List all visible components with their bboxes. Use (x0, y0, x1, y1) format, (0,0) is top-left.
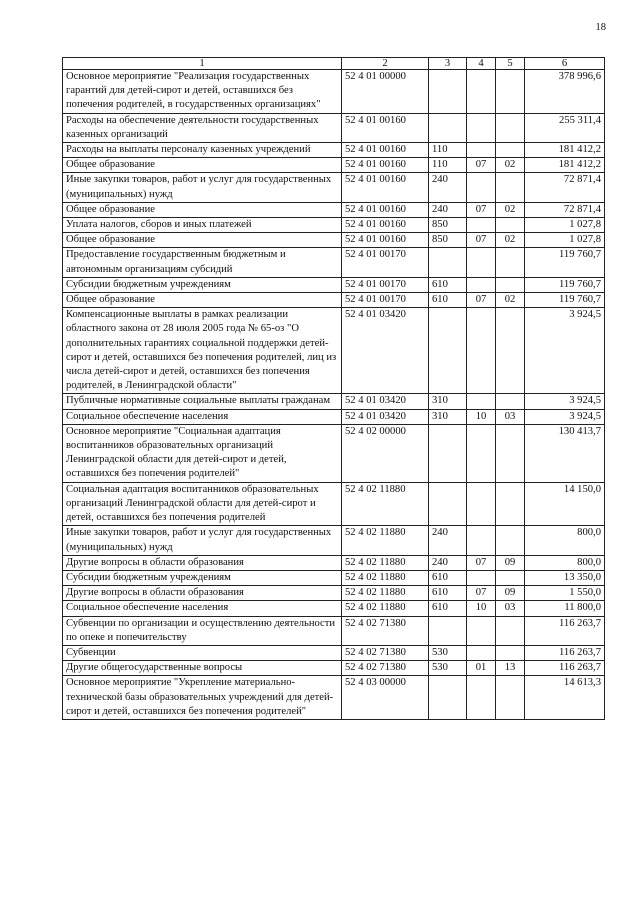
row-pr-cell (496, 248, 525, 277)
row-rz-cell: 07 (467, 158, 496, 173)
table-row (63, 394, 605, 409)
row-code-cell: 52 4 02 11880 (342, 555, 429, 570)
row-rz-cell: 07 (467, 586, 496, 601)
row-pr-cell (496, 616, 525, 645)
table-row (63, 482, 605, 526)
row-pr-cell (496, 277, 525, 292)
row-name-cell: Социальная адаптация воспитанников образовательных организаций Ленинградской области для детей-сирот и детей, оставшихся без попечения родителей (63, 482, 342, 526)
table-row (63, 661, 605, 676)
row-vr-cell: 610 (429, 277, 467, 292)
row-rz-cell (467, 676, 496, 720)
row-code-cell: 52 4 01 00170 (342, 293, 429, 308)
page-number: 18 (595, 22, 606, 33)
row-rz-cell: 01 (467, 661, 496, 676)
table-row (63, 645, 605, 660)
table-row (63, 308, 605, 394)
row-sum-cell: 800,0 (525, 526, 605, 555)
row-rz-cell (467, 277, 496, 292)
row-rz-cell: 07 (467, 233, 496, 248)
table-row (63, 676, 605, 720)
row-code-cell: 52 4 01 03420 (342, 308, 429, 394)
row-pr-cell: 13 (496, 661, 525, 676)
row-pr-cell (496, 113, 525, 142)
row-vr-cell (429, 70, 467, 114)
row-pr-cell: 03 (496, 409, 525, 424)
row-rz-cell (467, 616, 496, 645)
row-sum-cell: 3 924,5 (525, 308, 605, 394)
row-code-cell: 52 4 01 00160 (342, 143, 429, 158)
row-vr-cell (429, 676, 467, 720)
row-pr-cell: 02 (496, 158, 525, 173)
row-pr-cell: 09 (496, 586, 525, 601)
row-rz-cell (467, 173, 496, 202)
row-vr-cell (429, 248, 467, 277)
row-name-cell: Субсидии бюджетным учреждениям (63, 570, 342, 585)
row-sum-cell: 119 760,7 (525, 293, 605, 308)
table-row (63, 277, 605, 292)
row-sum-cell: 11 800,0 (525, 601, 605, 616)
row-pr-cell (496, 70, 525, 114)
row-code-cell: 52 4 03 00000 (342, 676, 429, 720)
row-sum-cell: 378 996,6 (525, 70, 605, 114)
row-code-cell: 52 4 01 00160 (342, 158, 429, 173)
table-row (63, 293, 605, 308)
row-name-cell: Общее образование (63, 293, 342, 308)
row-rz-cell (467, 394, 496, 409)
row-code-cell: 52 4 01 00000 (342, 70, 429, 114)
row-pr-cell (496, 482, 525, 526)
row-name-cell: Компенсационные выплаты в рамках реализации областного закона от 28 июля 2005 года № 65-оз "О дополнительных гарантиях социальной поддержки детей-сирот и детей, оставшихся без попечения родителей, лиц из числа детей-сирот и детей, оставшихся без попечения родителей, в Ленинградской области" (63, 308, 342, 394)
row-sum-cell: 116 263,7 (525, 616, 605, 645)
row-rz-cell (467, 248, 496, 277)
row-sum-cell: 116 263,7 (525, 661, 605, 676)
row-vr-cell: 240 (429, 555, 467, 570)
row-pr-cell: 02 (496, 233, 525, 248)
row-pr-cell (496, 218, 525, 233)
row-vr-cell: 850 (429, 233, 467, 248)
row-vr-cell: 610 (429, 293, 467, 308)
budget-table (62, 57, 605, 720)
table-body (63, 70, 605, 720)
row-pr-cell: 02 (496, 202, 525, 217)
row-code-cell: 52 4 02 11880 (342, 482, 429, 526)
row-sum-cell: 116 263,7 (525, 645, 605, 660)
row-sum-cell: 14 150,0 (525, 482, 605, 526)
row-code-cell: 52 4 02 11880 (342, 586, 429, 601)
row-pr-cell: 03 (496, 601, 525, 616)
row-code-cell: 52 4 01 00160 (342, 113, 429, 142)
row-code-cell: 52 4 01 00160 (342, 218, 429, 233)
row-code-cell: 52 4 01 03420 (342, 409, 429, 424)
row-vr-cell: 610 (429, 586, 467, 601)
row-rz-cell (467, 526, 496, 555)
row-sum-cell: 72 871,4 (525, 202, 605, 217)
row-name-cell: Основное мероприятие "Реализация государственных гарантий для детей-сирот и детей, оставшихся без попечения родителей, в государственных организациях" (63, 70, 342, 114)
row-name-cell: Иные закупки товаров, работ и услуг для государственных (муниципальных) нужд (63, 173, 342, 202)
row-vr-cell (429, 424, 467, 482)
row-code-cell: 52 4 01 00160 (342, 173, 429, 202)
row-pr-cell (496, 526, 525, 555)
row-code-cell: 52 4 02 71380 (342, 645, 429, 660)
row-sum-cell: 800,0 (525, 555, 605, 570)
row-vr-cell (429, 308, 467, 394)
table-row (63, 570, 605, 585)
row-name-cell: Другие вопросы в области образования (63, 555, 342, 570)
row-name-cell: Общее образование (63, 158, 342, 173)
row-code-cell: 52 4 02 00000 (342, 424, 429, 482)
row-sum-cell: 1 550,0 (525, 586, 605, 601)
table-row (63, 586, 605, 601)
row-name-cell: Другие общегосударственные вопросы (63, 661, 342, 676)
table-row (63, 248, 605, 277)
row-vr-cell: 110 (429, 158, 467, 173)
row-name-cell: Основное мероприятие "Социальная адаптация воспитанников образовательных организаций Ленинградской области для детей-сирот и детей, оставшихся без попечения родителей" (63, 424, 342, 482)
row-vr-cell: 240 (429, 173, 467, 202)
row-vr-cell (429, 616, 467, 645)
row-name-cell: Субсидии бюджетным учреждениям (63, 277, 342, 292)
row-vr-cell: 310 (429, 409, 467, 424)
header-col-1: 1 (63, 58, 342, 70)
row-name-cell: Основное мероприятие "Укрепление материально-технической базы образовательных учреждений для детей-сирот и детей, оставшихся без попечения родителей" (63, 676, 342, 720)
row-rz-cell: 07 (467, 202, 496, 217)
row-rz-cell (467, 482, 496, 526)
row-code-cell: 52 4 02 11880 (342, 526, 429, 555)
row-code-cell: 52 4 01 00170 (342, 277, 429, 292)
header-col-2: 2 (342, 58, 429, 70)
row-rz-cell (467, 218, 496, 233)
table-row (63, 409, 605, 424)
row-rz-cell (467, 70, 496, 114)
row-sum-cell: 181 412,2 (525, 158, 605, 173)
row-rz-cell (467, 143, 496, 158)
row-sum-cell: 14 613,3 (525, 676, 605, 720)
table-row (63, 70, 605, 114)
row-vr-cell: 610 (429, 570, 467, 585)
row-code-cell: 52 4 02 11880 (342, 601, 429, 616)
table-row (63, 173, 605, 202)
table-row (63, 555, 605, 570)
row-name-cell: Общее образование (63, 202, 342, 217)
row-code-cell: 52 4 02 71380 (342, 661, 429, 676)
row-sum-cell: 1 027,8 (525, 218, 605, 233)
row-name-cell: Предоставление государственным бюджетным и автономным организациям субсидий (63, 248, 342, 277)
row-pr-cell (496, 308, 525, 394)
table-row (63, 424, 605, 482)
row-vr-cell (429, 482, 467, 526)
row-sum-cell: 72 871,4 (525, 173, 605, 202)
row-code-cell: 52 4 01 03420 (342, 394, 429, 409)
row-rz-cell: 10 (467, 601, 496, 616)
row-rz-cell (467, 113, 496, 142)
header-col-6: 6 (525, 58, 605, 70)
row-name-cell: Социальное обеспечение населения (63, 601, 342, 616)
row-name-cell: Публичные нормативные социальные выплаты гражданам (63, 394, 342, 409)
row-pr-cell (496, 645, 525, 660)
row-pr-cell (496, 143, 525, 158)
row-pr-cell (496, 676, 525, 720)
header-col-3: 3 (429, 58, 467, 70)
table-row (63, 218, 605, 233)
row-name-cell: Субвенции по организации и осуществлению деятельности по опеке и попечительству (63, 616, 342, 645)
row-rz-cell (467, 424, 496, 482)
row-sum-cell: 119 760,7 (525, 248, 605, 277)
row-pr-cell (496, 424, 525, 482)
table-row (63, 143, 605, 158)
row-sum-cell: 255 311,4 (525, 113, 605, 142)
table-row (63, 202, 605, 217)
row-pr-cell: 02 (496, 293, 525, 308)
row-vr-cell: 240 (429, 526, 467, 555)
header-row (63, 58, 605, 70)
row-vr-cell: 310 (429, 394, 467, 409)
row-pr-cell (496, 173, 525, 202)
row-rz-cell: 07 (467, 555, 496, 570)
row-vr-cell: 530 (429, 661, 467, 676)
table-row (63, 601, 605, 616)
row-name-cell: Расходы на выплаты персоналу казенных учреждений (63, 143, 342, 158)
row-code-cell: 52 4 02 71380 (342, 616, 429, 645)
row-rz-cell (467, 570, 496, 585)
row-sum-cell: 3 924,5 (525, 409, 605, 424)
row-sum-cell: 119 760,7 (525, 277, 605, 292)
row-sum-cell: 13 350,0 (525, 570, 605, 585)
row-name-cell: Другие вопросы в области образования (63, 586, 342, 601)
row-rz-cell: 07 (467, 293, 496, 308)
row-code-cell: 52 4 02 11880 (342, 570, 429, 585)
row-vr-cell: 240 (429, 202, 467, 217)
row-vr-cell: 610 (429, 601, 467, 616)
row-name-cell: Уплата налогов, сборов и иных платежей (63, 218, 342, 233)
row-vr-cell: 530 (429, 645, 467, 660)
row-vr-cell (429, 113, 467, 142)
row-sum-cell: 1 027,8 (525, 233, 605, 248)
row-name-cell: Субвенции (63, 645, 342, 660)
row-name-cell: Иные закупки товаров, работ и услуг для государственных (муниципальных) нужд (63, 526, 342, 555)
row-code-cell: 52 4 01 00160 (342, 233, 429, 248)
row-vr-cell: 110 (429, 143, 467, 158)
row-pr-cell (496, 394, 525, 409)
table-row (63, 113, 605, 142)
row-pr-cell: 09 (496, 555, 525, 570)
row-vr-cell: 850 (429, 218, 467, 233)
header-col-4: 4 (467, 58, 496, 70)
row-rz-cell: 10 (467, 409, 496, 424)
row-name-cell: Общее образование (63, 233, 342, 248)
row-rz-cell (467, 645, 496, 660)
row-name-cell: Расходы на обеспечение деятельности государственных казенных организаций (63, 113, 342, 142)
table-row (63, 616, 605, 645)
table-row (63, 158, 605, 173)
table-row (63, 233, 605, 248)
row-code-cell: 52 4 01 00160 (342, 202, 429, 217)
row-rz-cell (467, 308, 496, 394)
row-name-cell: Социальное обеспечение населения (63, 409, 342, 424)
row-sum-cell: 3 924,5 (525, 394, 605, 409)
table-row (63, 526, 605, 555)
header-col-5: 5 (496, 58, 525, 70)
row-code-cell: 52 4 01 00170 (342, 248, 429, 277)
row-sum-cell: 181 412,2 (525, 143, 605, 158)
row-sum-cell: 130 413,7 (525, 424, 605, 482)
row-pr-cell (496, 570, 525, 585)
